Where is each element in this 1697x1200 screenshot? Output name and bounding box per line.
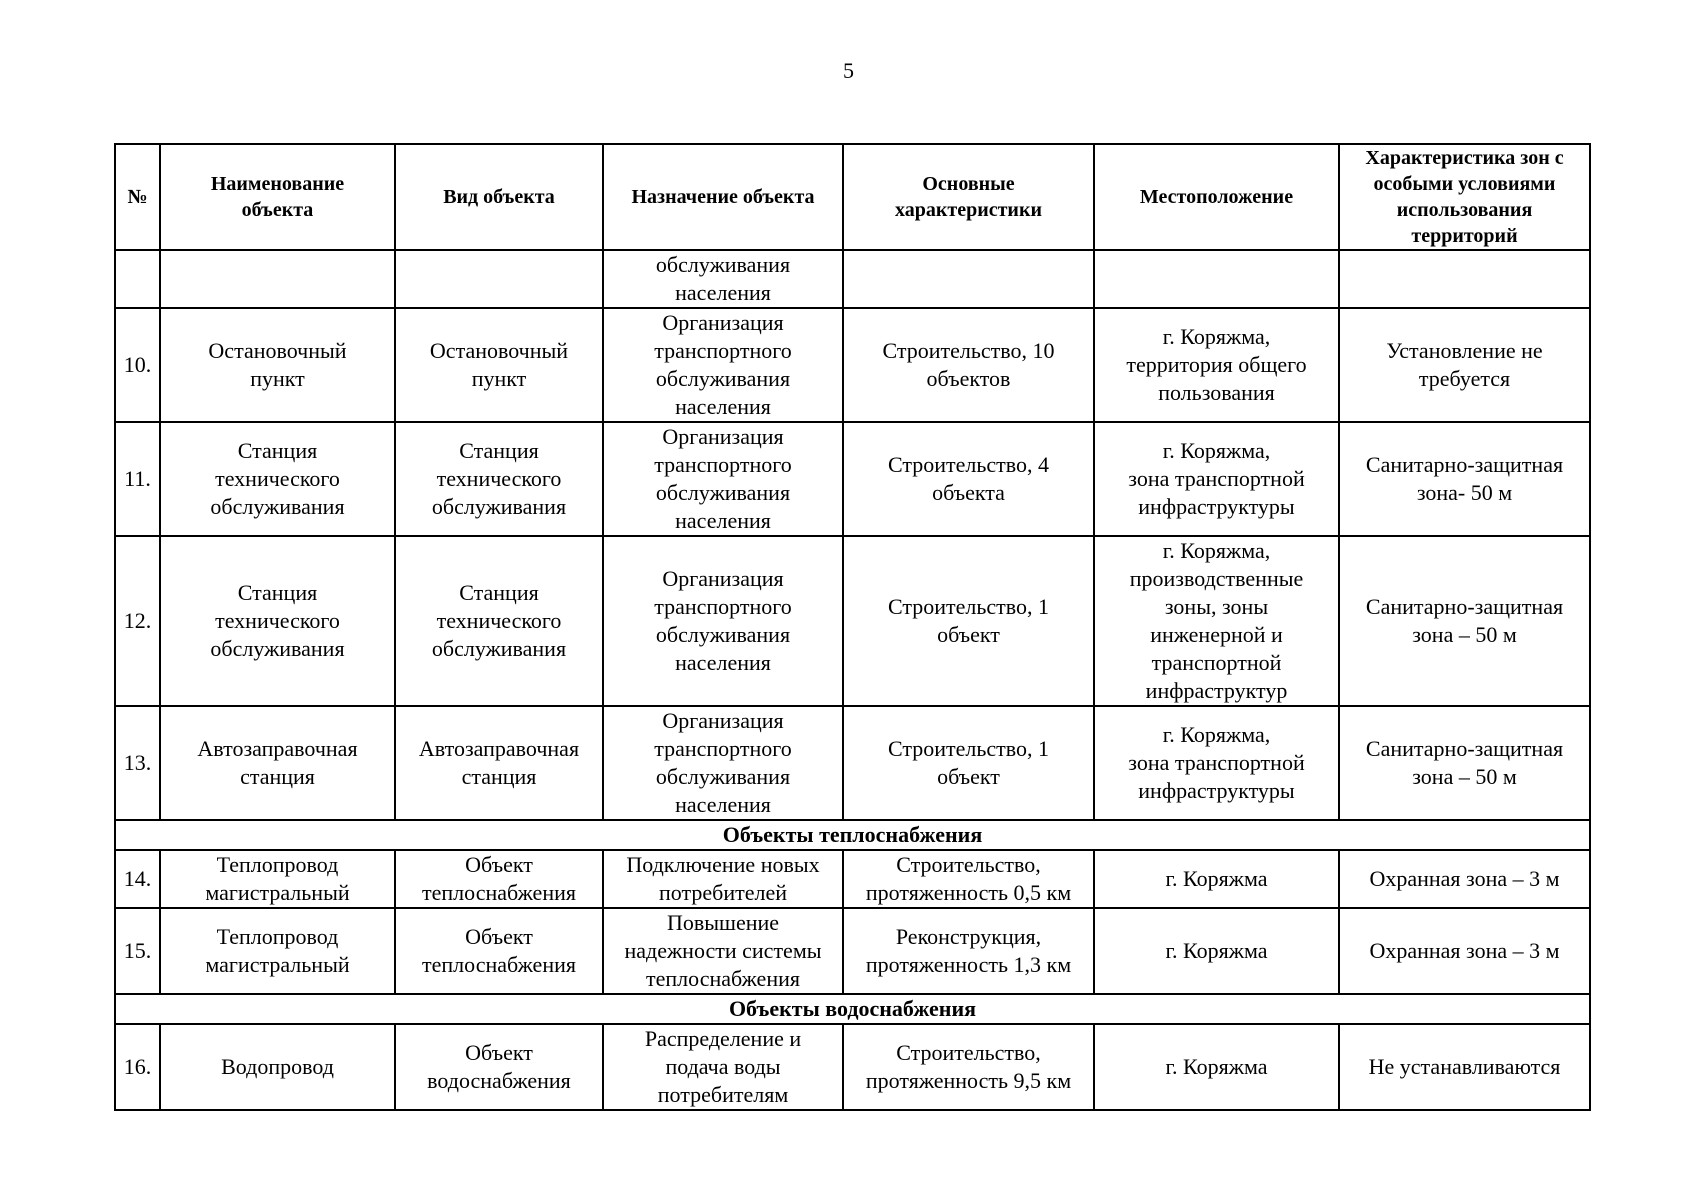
cell-num: 11. <box>115 422 160 536</box>
cell-purpose: Повышение надежности системы теплоснабжения <box>603 908 843 994</box>
cell-num: 14. <box>115 850 160 908</box>
table-header-row <box>115 144 1590 250</box>
page-number: 5 <box>843 58 854 83</box>
cell-name: Теплопровод магистральный <box>160 850 395 908</box>
cell-zones: Охранная зона – 3 м <box>1339 908 1590 994</box>
table-row <box>115 1024 1590 1110</box>
cell-purpose: Организация транспортного обслуживания населения <box>603 308 843 422</box>
cell-location: г. Коряжма, зона транспортной инфраструктуры <box>1094 706 1339 820</box>
cell-name: Остановочный пункт <box>160 308 395 422</box>
cell-zones: Не устанавливаются <box>1339 1024 1590 1110</box>
cell-location: г. Коряжма <box>1094 1024 1339 1110</box>
cell-name <box>160 250 395 308</box>
table-row <box>115 850 1590 908</box>
cell-zones <box>1339 250 1590 308</box>
section-water-row <box>115 994 1590 1024</box>
cell-purpose: Подключение новых потребителей <box>603 850 843 908</box>
cell-characteristics: Строительство, протяженность 0,5 км <box>843 850 1094 908</box>
cell-num <box>115 250 160 308</box>
cell-kind: Станция технического обслуживания <box>395 422 603 536</box>
section-heat-heading: Объекты теплоснабжения <box>115 820 1590 850</box>
cell-name: Автозаправочная станция <box>160 706 395 820</box>
header-name: Наименование объекта <box>160 144 395 250</box>
cell-characteristics <box>843 250 1094 308</box>
cell-kind: Объект теплоснабжения <box>395 850 603 908</box>
cell-kind: Автозаправочная станция <box>395 706 603 820</box>
cell-zones: Санитарно-защитная зона – 50 м <box>1339 536 1590 706</box>
header-kind: Вид объекта <box>395 144 603 250</box>
cell-zones: Санитарно-защитная зона – 50 м <box>1339 706 1590 820</box>
cell-num: 13. <box>115 706 160 820</box>
header-num: № <box>115 144 160 250</box>
cell-characteristics: Строительство, 10 объектов <box>843 308 1094 422</box>
continuation-row <box>115 250 1590 308</box>
table-row <box>115 908 1590 994</box>
table-row <box>115 308 1590 422</box>
objects-table <box>114 143 1591 1111</box>
cell-name: Водопровод <box>160 1024 395 1110</box>
cell-zones: Охранная зона – 3 м <box>1339 850 1590 908</box>
header-characteristics: Основные характеристики <box>843 144 1094 250</box>
cell-name: Станция технического обслуживания <box>160 422 395 536</box>
cell-characteristics: Строительство, протяженность 9,5 км <box>843 1024 1094 1110</box>
table-row <box>115 536 1590 706</box>
cell-purpose: Организация транспортного обслуживания населения <box>603 536 843 706</box>
cell-location: г. Коряжма, зона транспортной инфраструктуры <box>1094 422 1339 536</box>
cell-purpose: обслуживания населения <box>603 250 843 308</box>
cell-kind: Станция технического обслуживания <box>395 536 603 706</box>
cell-kind: Объект теплоснабжения <box>395 908 603 994</box>
section-water-heading: Объекты водоснабжения <box>115 994 1590 1024</box>
cell-num: 10. <box>115 308 160 422</box>
table-row <box>115 706 1590 820</box>
cell-location: г. Коряжма, производственные зоны, зоны инженерной и транспортной инфраструктур <box>1094 536 1339 706</box>
cell-name: Станция технического обслуживания <box>160 536 395 706</box>
cell-num: 12. <box>115 536 160 706</box>
cell-characteristics: Реконструкция, протяженность 1,3 км <box>843 908 1094 994</box>
cell-zones: Установление не требуется <box>1339 308 1590 422</box>
cell-purpose: Распределение и подача воды потребителям <box>603 1024 843 1110</box>
cell-location: г. Коряжма <box>1094 850 1339 908</box>
cell-location: г. Коряжма, территория общего пользования <box>1094 308 1339 422</box>
cell-name: Теплопровод магистральный <box>160 908 395 994</box>
cell-kind: Объект водоснабжения <box>395 1024 603 1110</box>
cell-characteristics: Строительство, 1 объект <box>843 706 1094 820</box>
cell-location <box>1094 250 1339 308</box>
cell-num: 15. <box>115 908 160 994</box>
cell-num: 16. <box>115 1024 160 1110</box>
cell-kind <box>395 250 603 308</box>
section-heat-row <box>115 820 1590 850</box>
cell-kind: Остановочный пункт <box>395 308 603 422</box>
cell-characteristics: Строительство, 1 объект <box>843 536 1094 706</box>
cell-purpose: Организация транспортного обслуживания населения <box>603 706 843 820</box>
table-body <box>115 250 1590 1110</box>
header-location: Местоположение <box>1094 144 1339 250</box>
cell-characteristics: Строительство, 4 объекта <box>843 422 1094 536</box>
cell-location: г. Коряжма <box>1094 908 1339 994</box>
table-row <box>115 422 1590 536</box>
header-purpose: Назначение объекта <box>603 144 843 250</box>
cell-zones: Санитарно-защитная зона- 50 м <box>1339 422 1590 536</box>
cell-purpose: Организация транспортного обслуживания населения <box>603 422 843 536</box>
header-zones: Характеристика зон с особыми условиями использования территорий <box>1339 144 1590 250</box>
